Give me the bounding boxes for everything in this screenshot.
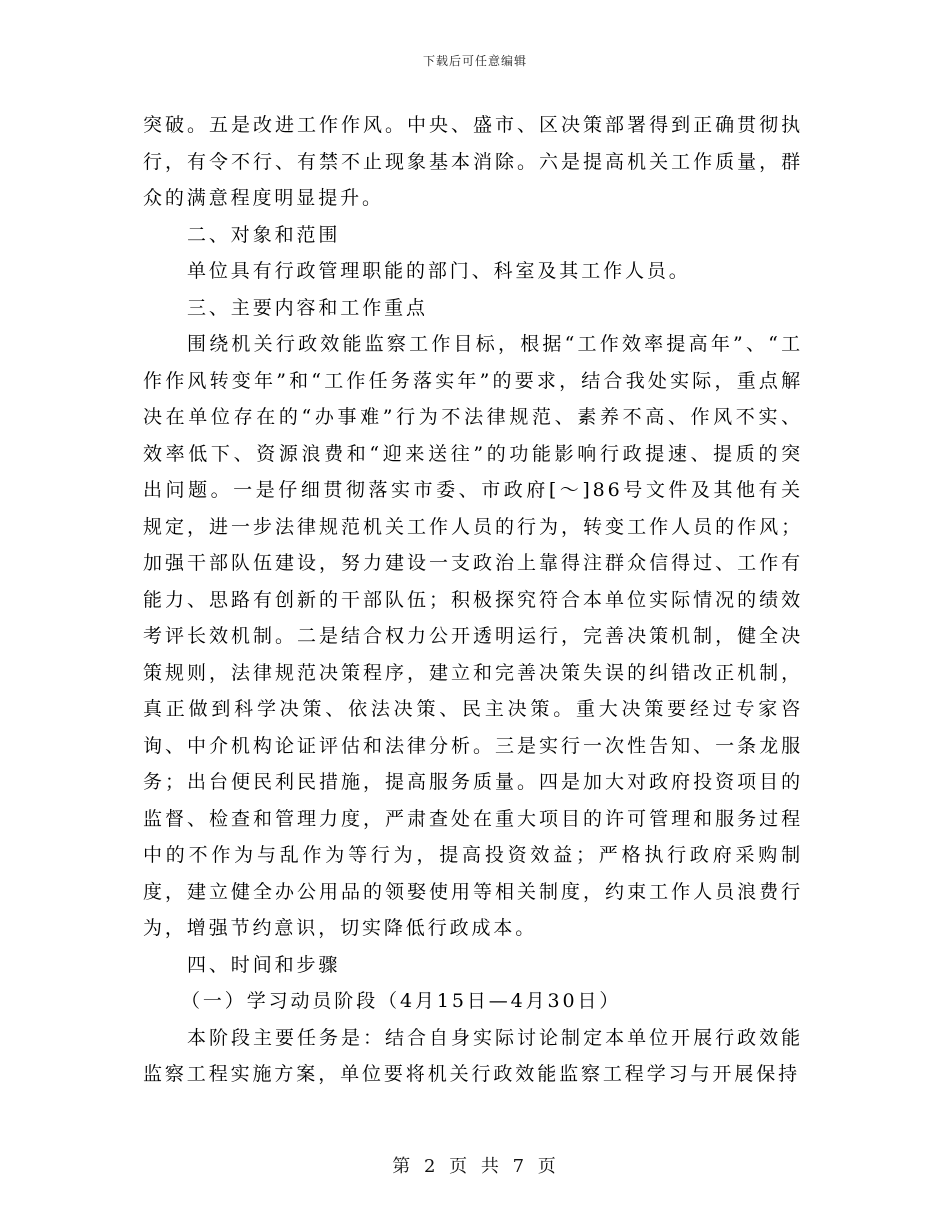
document-body [143,107,803,1093]
section-heading-content: 三、主要内容和工作重点 [187,296,428,319]
section-heading-scope: 二、对象和范围 [187,223,341,246]
page-header: 下载后可任意编辑 [422,54,527,68]
paragraph-scope: 单位具有行政管理职能的部门、科室及其工作人员。 [187,260,691,282]
paragraph-mobilization: 本阶段主要任务是：结合自身实际讨论制定本单位开展行政效能监察工程实施方案，单位要将机关行政效能监察工程学习与开展保持 [143,1026,803,1085]
section-heading-schedule: 四、时间和步骤 [187,953,341,976]
paragraph-content: 围绕机关行政效能监察工作目标，根据“工作效率提高年”、“工作作风转变年”和“工作任务落实年”的要求，结合我处实际，重点解决在单位存在的“办事难”行为不法律规范、素养不高、作风不实、效率低下、资源浪费和“迎来送往”的功能影响行政提速、提质的突出问题。一是仔细贯彻落实市委、市政府[～]86号文件及其他有关规定，进一步法律规范机关工作人员的行为，转变工作人员的作风；加强干部队伍建设，努力建设一支政治上靠得注群众信得过、工作有能力、思路有创新的干部队伍；积极探究符合本单位实际情况的绩效考评长效机制。二是结合权力公开透明运行，完善决策机制，健全决策规则，法律规范决策程序，建立和完善决策失误的纠错改正机制，真正做到科学决策、依法决策、民主决策。重大决策要经过专家咨询、中介机构论证评估和法律分析。三是实行一次性告知、一条龙服务；出台便民利民措施，提高服务质量。四是加大对政府投资项目的监督、检查和管理力度，严肃查处在重大项目的许可管理和服务过程中的不作为与乱作为等行为，提高投资效益；严格执行政府采购制度，建立健全办公用品的领娶使用等相关制度，约束工作人员浪费行为，增强节约意识，切实降低行政成本。 [143,333,803,939]
page-footer: 第 2 页 共 7 页 [392,1156,558,1177]
subsection-heading-mobilization: （一）学习动员阶段（4月15日—4月30日） [181,990,622,1012]
paragraph-continuation: 突破。五是改进工作作风。中央、盛市、区决策部署得到正确贯彻执行，有令不行、有禁不止现象基本消除。六是提高机关工作质量，群众的满意程度明显提升。 [143,114,803,209]
